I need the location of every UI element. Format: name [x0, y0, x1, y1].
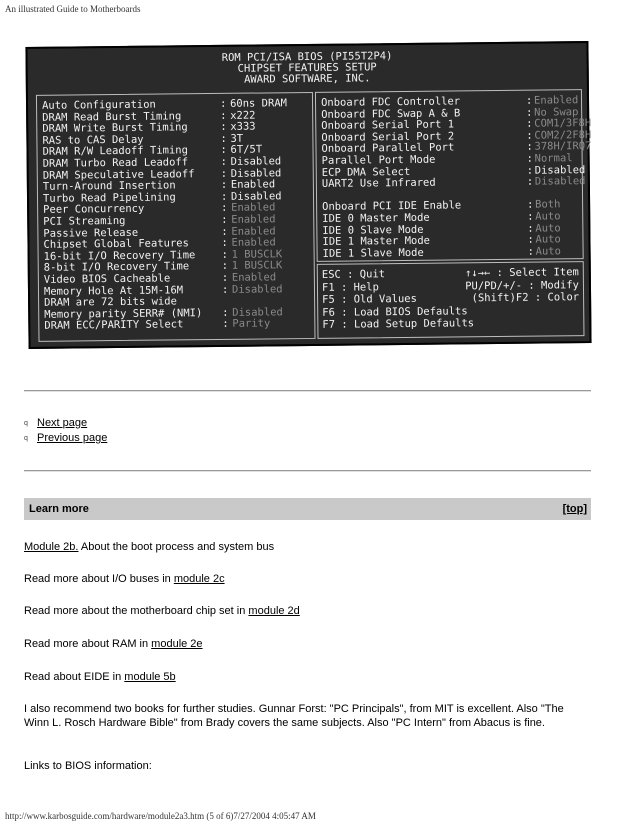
bios-separator: : [221, 271, 229, 284]
bios-setting-label: Turn-Around Insertion [42, 179, 176, 193]
document-header: An illustrated Guide to Motherboards [5, 4, 141, 14]
bios-setting-label: IDE 0 Master Mode [322, 211, 430, 225]
module-5b-link[interactable]: module 5b [124, 671, 176, 683]
bios-separator: : [220, 121, 227, 134]
bios-links-heading: Links to BIOS information: [24, 760, 152, 772]
module-2c-link[interactable]: module 2c [173, 573, 225, 585]
bios-separator: : [220, 132, 227, 145]
bios-separator: : [526, 117, 533, 130]
bios-key-label: PU/PD/+/- : Modify [465, 278, 580, 292]
module-2e-link[interactable]: module 2e [151, 638, 203, 650]
bios-setting-value: COM1/3F8H [534, 117, 592, 130]
bios-key-label: ESC : Quit [321, 268, 386, 281]
bios-separator: : [220, 190, 228, 203]
bios-separator: : [527, 199, 534, 212]
top-link[interactable]: [top] [562, 503, 587, 515]
bios-setting-label: DRAM are 72 bits wide [44, 295, 177, 309]
bios-setting-label: Turbo Read Pipelining [42, 191, 176, 205]
bios-separator: : [527, 222, 534, 235]
bios-setting-label: Video BIOS Cacheable [43, 272, 171, 286]
bios-setting-value: Disabled [534, 163, 586, 177]
bios-setting-value: Disabled [230, 155, 282, 168]
module-2d-link[interactable]: module 2d [248, 605, 300, 617]
bios-setting-value: Enabled [231, 201, 276, 215]
bios-setting-label: Peer Concurrency [43, 203, 145, 217]
bios-setting-value: Auto [535, 233, 561, 246]
book-recommendation-paragraph: I also recommend two books for further studies. Gunnar Forst: "PC Principals", from MIT is excellent. Also "The Winn L. Rosch Hardware Bible" from Brady covers the same subjects. Also "PC Intern" from Abacus is fine. [24, 703, 564, 729]
bios-title [28, 49, 587, 88]
bios-setting-label: Memory Hole At 15M-16M [43, 283, 184, 298]
bios-setting-label: DRAM R/W Leadoff Timing [42, 144, 188, 159]
bios-setting-value: Enabled [231, 213, 276, 226]
learn-more-heading: Learn more [29, 503, 89, 515]
bios-setting-label: DRAM Read Burst Timing [42, 109, 182, 124]
bios-setting-value: 60ns DRAM [229, 97, 288, 110]
bios-setting-value: x222 [230, 109, 256, 122]
bios-setting-label: 8-bit I/O Recovery Time [43, 260, 190, 275]
bios-setting-label: UART2 Use Infrared [321, 176, 436, 191]
bios-setting-value: Disabled [230, 190, 282, 203]
bios-title-line: CHIPSET FEATURES SETUP [237, 61, 377, 75]
bullet-icon: q [24, 420, 28, 427]
bios-setting-value: Normal [534, 152, 573, 165]
divider [24, 390, 591, 392]
bios-setting-label: PCI Streaming [43, 214, 126, 228]
divider [24, 470, 591, 472]
paragraph [24, 637, 584, 651]
bios-separator: : [220, 179, 228, 192]
bios-separator: : [526, 164, 534, 177]
bios-setting-label: Chipset Global Features [43, 237, 189, 251]
bios-separator: : [222, 306, 229, 319]
bios-setting-value: Enabled [231, 236, 276, 249]
learn-more-header [24, 498, 591, 520]
bios-setting-value: Disabled [230, 166, 282, 180]
bios-setting-value: Disabled [231, 282, 283, 296]
bios-setting-value: Enabled [231, 271, 277, 284]
bios-title-line: AWARD SOFTWARE, INC. [244, 72, 371, 86]
bios-setup-screenshot [25, 41, 591, 349]
bios-separator: : [221, 202, 228, 215]
paragraph-text: About the boot process and system bus [78, 541, 275, 553]
bios-separator: : [526, 141, 533, 154]
bios-setting-label: DRAM Turbo Read Leadoff [42, 156, 189, 170]
bios-separator: : [220, 109, 227, 122]
bios-separator: : [222, 318, 229, 331]
bios-setting-label: Onboard FDC Swap A & B [321, 107, 461, 121]
bios-setting-value: COM2/2F8H [534, 128, 592, 142]
bios-setting-value: 1 BUSCLK [231, 259, 283, 273]
bios-separator: : [220, 144, 227, 157]
bios-separator: : [221, 213, 228, 226]
bios-chipset-panel [36, 92, 316, 342]
bios-setting-value: Enabled [231, 224, 276, 238]
bios-key-row [322, 317, 579, 332]
bios-setting-value: 378H/IRQ7 [534, 140, 592, 154]
bios-separator: : [219, 97, 227, 110]
bios-setting-value: Disabled [232, 306, 283, 319]
bios-separator: : [221, 260, 229, 273]
bios-setting-label: Onboard Serial Port 1 [321, 118, 455, 133]
bios-setting-label: Auto Configuration [41, 98, 156, 112]
paragraph [24, 604, 584, 618]
bios-separator: : [221, 237, 228, 250]
bios-setting-value: x333 [230, 120, 256, 134]
bios-setting-value: Enabled [230, 178, 276, 191]
bios-setting-label: IDE 0 Slave Mode [322, 223, 424, 237]
bios-key-label: F1 : Help [321, 280, 379, 294]
bios-separator: : [526, 106, 533, 119]
previous-page-link[interactable]: Previous page [37, 432, 108, 444]
bios-setting-value: 3T [230, 132, 244, 145]
bios-setting-value: Disabled [534, 175, 586, 188]
bios-setting-label: Onboard PCI IDE Enable [322, 199, 462, 214]
bios-key-label: F6 : Load BIOS Defaults [322, 305, 468, 319]
bios-setting-label: Passive Release [43, 226, 139, 240]
bios-title-line: ROM PCI/ISA BIOS (PI55T2P4) [221, 50, 393, 64]
bios-separator: : [526, 152, 534, 165]
bios-key-help-panel [317, 261, 585, 339]
bios-setting-label: DRAM Speculative Leadoff [42, 167, 195, 182]
bios-setting-value: Enabled [533, 94, 579, 107]
bios-setting-label: IDE 1 Slave Mode [322, 246, 424, 260]
paragraph-text: Read about EIDE in [24, 671, 125, 683]
bios-setting-label: ECP DMA Select [321, 165, 411, 179]
bios-separator: : [527, 233, 534, 246]
bios-setting-label: RAS to CAS Delay [42, 133, 144, 147]
bios-separator: : [525, 94, 533, 107]
bios-key-label: F7 : Load Setup Defaults [322, 317, 475, 332]
bios-setting-value: Auto [535, 245, 561, 258]
bios-setting-label: IDE 1 Master Mode [322, 234, 431, 249]
document-footer: http://www.karbosguide.com/hardware/module2a3.htm (5 of 6)7/27/2004 4:05:47 AM [5, 811, 316, 821]
bios-separator: : [527, 210, 534, 223]
paragraph-text: Read more about the motherboard chip set in [24, 605, 249, 617]
bios-setting-label: Onboard Serial Port 2 [321, 130, 455, 144]
bios-setting-row [44, 317, 309, 332]
paragraph-text: Read more about I/O buses in [24, 573, 174, 585]
bios-separator: : [220, 167, 228, 180]
bios-separator: : [527, 245, 534, 258]
bios-separator: : [220, 155, 228, 168]
paragraph [24, 572, 584, 586]
bios-onboard-panel [315, 89, 592, 262]
bios-setting-value: Auto [535, 210, 561, 223]
bios-setting-value: 6T/5T [230, 143, 263, 157]
bios-separator: : [221, 283, 229, 296]
bios-key-label: ↑↓→← : Select Item [464, 266, 579, 280]
bios-setting-label: 16-bit I/O Recovery Time [43, 248, 196, 263]
bios-separator: : [526, 129, 533, 142]
bios-separator: : [526, 175, 534, 188]
nav-item-previous [24, 431, 107, 446]
page-navigation [24, 416, 107, 446]
next-page-link[interactable]: Next page [37, 417, 88, 429]
bios-setting-label: Onboard Parallel Port [321, 141, 455, 156]
bios-key-label: F5 : Old Values [322, 293, 417, 307]
bios-setting-value: No Swap [534, 105, 579, 119]
bios-setting-label: Onboard FDC Controller [320, 95, 461, 109]
bios-setting-label: DRAM ECC/PARITY Select [44, 318, 184, 333]
bios-setting-row [323, 245, 578, 260]
bios-setting-value: Both [535, 198, 561, 212]
paragraph [24, 670, 584, 684]
bios-setting-label: DRAM Write Burst Timing [42, 121, 188, 135]
bullet-icon: q [24, 435, 28, 442]
bios-setting-value: Auto [535, 221, 561, 235]
bios-separator: : [221, 248, 229, 261]
module-2b-link[interactable]: Module 2b. [24, 541, 79, 553]
bios-setting-value: Parity [232, 317, 271, 331]
bios-setting-label: Memory parity SERR# (NMI) [44, 306, 203, 321]
bios-separator: : [221, 225, 228, 238]
bios-setting-value: 1 BUSCLK [231, 248, 283, 261]
bios-setting-label: Parallel Port Mode [321, 153, 436, 167]
nav-item-next [24, 416, 107, 431]
paragraph [24, 540, 584, 554]
paragraph-text: Read more about RAM in [24, 638, 152, 650]
bios-key-label: (Shift)F2 : Color [471, 291, 580, 305]
